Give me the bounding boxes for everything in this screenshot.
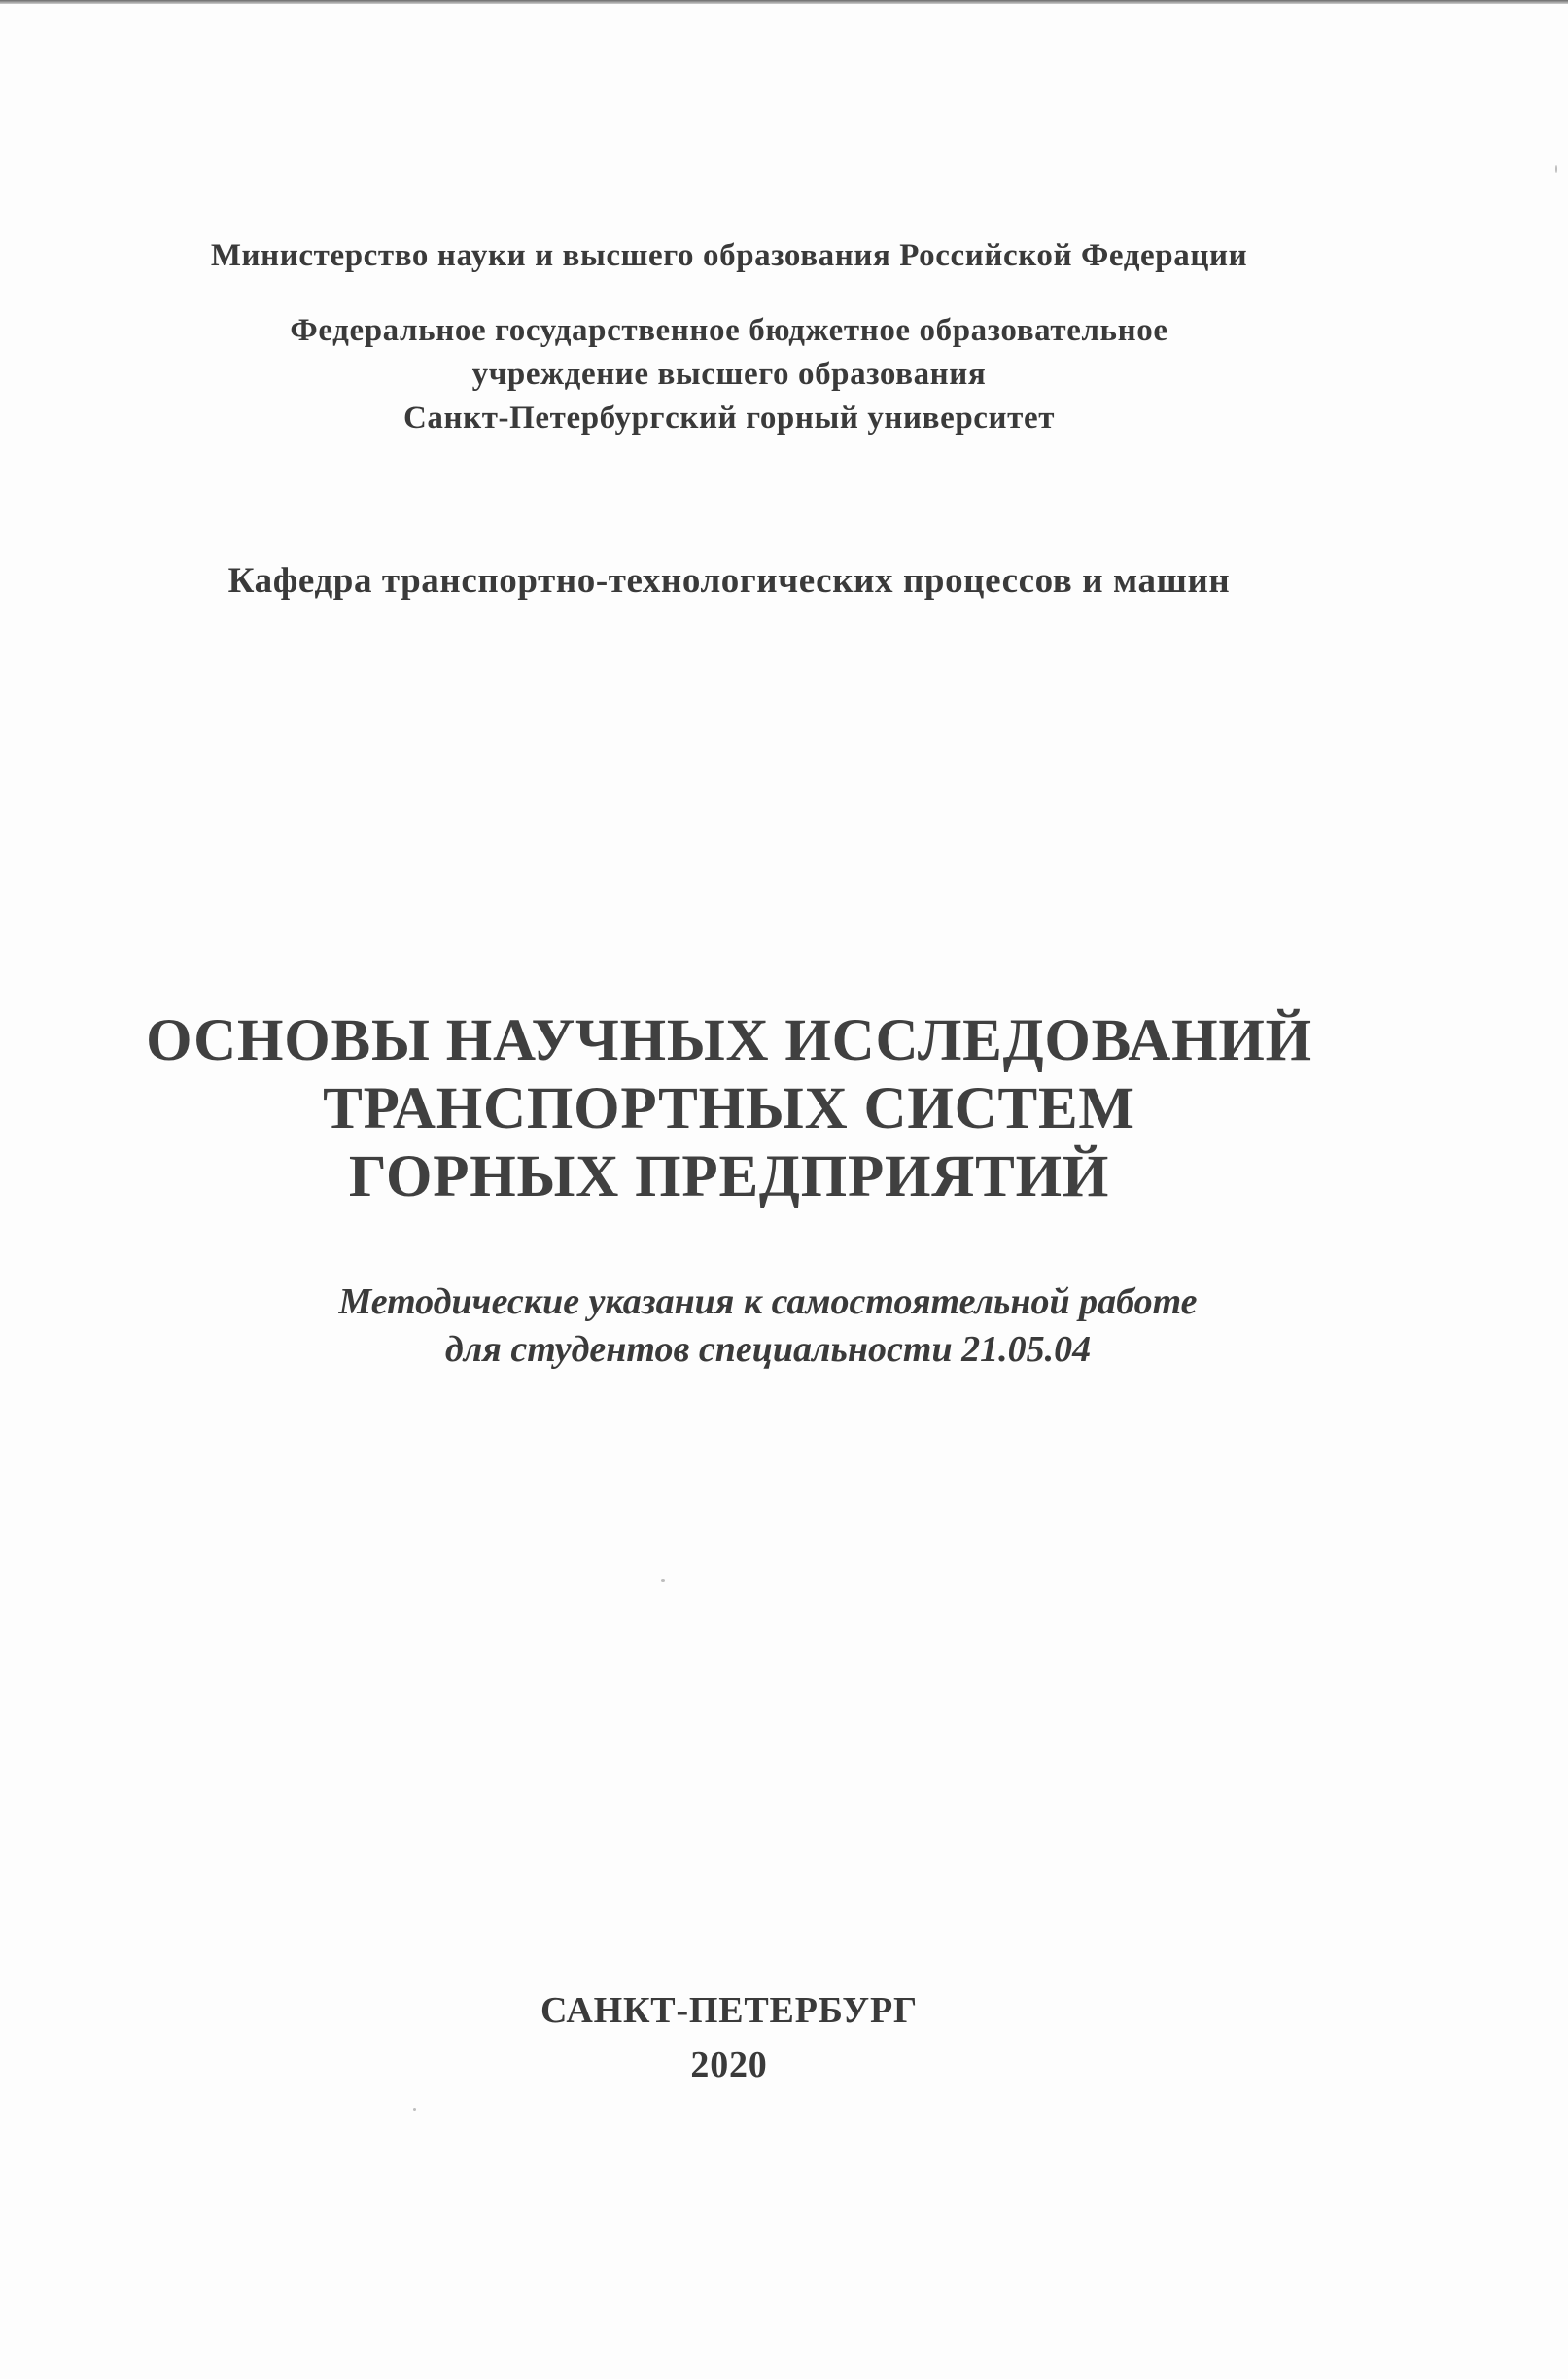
title-line: ГОРНЫХ ПРЕДПРИЯТИЙ: [348, 1144, 1110, 1209]
institution-line: учреждение высшего образования: [471, 357, 987, 392]
title-line: ТРАНСПОРТНЫХ СИСТЕМ: [323, 1076, 1135, 1141]
subtitle-line: Методические указания к самостоятельной работе: [338, 1281, 1198, 1322]
scan-speck: [413, 2108, 416, 2111]
document-subtitle: [0, 1278, 1536, 1374]
scan-speck: [661, 1579, 665, 1582]
city-name: САНКТ-ПЕТЕРБУРГ: [540, 1990, 918, 2031]
scan-speck: [1555, 165, 1557, 173]
scan-edge: [0, 0, 1568, 4]
ministry-heading: Министерство науки и высшего образования Российской Федерации: [210, 238, 1248, 273]
institution-line: Федеральное государственное бюджетное образовательное: [290, 313, 1168, 348]
imprint: [0, 1983, 1458, 2092]
title-line: ОСНОВЫ НАУЧНЫХ ИССЛЕДОВАНИЙ: [146, 1008, 1312, 1073]
institution-heading: [0, 309, 1458, 440]
subtitle-line: для студентов специальности 21.05.04: [444, 1329, 1092, 1370]
publication-year: 2020: [690, 2045, 768, 2085]
institution-line: Санкт-Петербургский горный университет: [402, 401, 1056, 436]
department-heading: Кафедра транспортно-технологических процессов и машин: [227, 561, 1231, 601]
document-title: [0, 1007, 1458, 1211]
